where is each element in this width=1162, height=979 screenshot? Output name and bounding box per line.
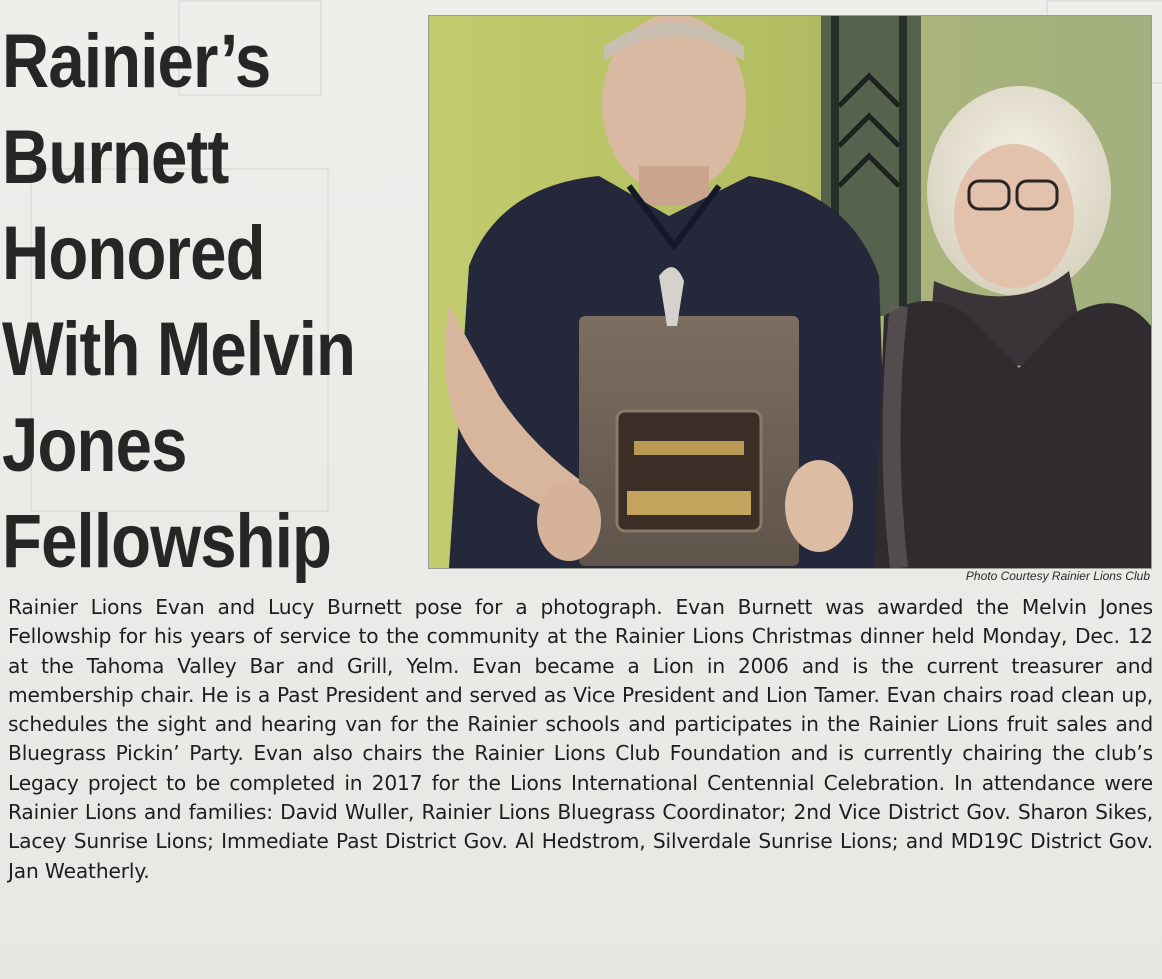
news-photo	[428, 15, 1152, 569]
photo-illustration	[429, 16, 1151, 568]
headline-line: Honored	[2, 211, 265, 296]
headline-line: With Melvin	[2, 307, 356, 392]
headline	[2, 14, 363, 590]
headline-line: Rainier’s	[2, 19, 271, 104]
headline-line: Fellowship	[2, 499, 332, 584]
photo-credit: Photo Courtesy Rainier Lions Club	[965, 569, 1150, 583]
photo-caption: Rainier Lions Evan and Lucy Burnett pose for a photograph. Evan Burnett was awarded the Melvin Jones Fellowship for his years of service to the community at the Rainier Lions Christmas dinner held Monday, Dec. 12 at the Tahoma Valley Bar and Grill, Yelm. Evan became a Lion in 2006 and is the current treasurer and membership chair. He is a Past President and served as Vice President and Lion Tamer. Evan chairs road clean up, schedules the sight and hearing van for the Rainier schools and participates in the Rainier Lions fruit sales and Bluegrass Pickin’ Party. Evan also chairs the Rainier Lions Club Foundation and is currently chairing the club’s Legacy project to be completed in 2017 for the Lions International Centennial Celebration. In attendance were Rainier Lions and families: David Wuller, Rainier Lions Bluegrass Coordinator; 2nd Vice District Gov. Sharon Sikes, Lacey Sunrise Lions; Immediate Past District Gov. Al Hedstrom, Silverdale Sunrise Lions; and MD19C District Gov. Jan Weatherly.	[8, 595, 1153, 883]
headline-line: Jones	[2, 403, 187, 488]
headline-line: Burnett	[2, 115, 229, 200]
